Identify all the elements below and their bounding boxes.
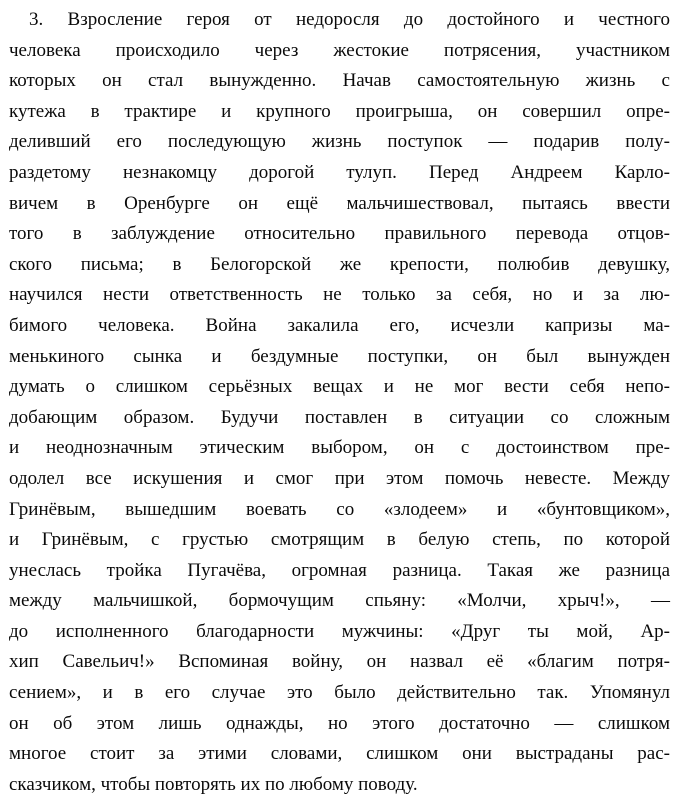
text-line: вичем в Оренбурге он ещё мальчишествовал, пытаясь ввести [9,192,670,214]
text-line: и Гринёвым, с грустью смотрящим в белую степь, по которой [9,529,670,551]
text-line: он об этом лишь однажды, но этого достаточно — слишком [9,712,670,734]
text-line: 3. Взросление героя от недоросля до достойного и честного [29,9,670,30]
text-line: одолел все искушения и смог при этом помочь невесте. Между [9,467,670,489]
text-line: кутежа в трактире и крупного проигрыша, он совершил опре- [9,100,670,122]
text-line: между мальчишкой, бормочущим спьяну: «Молчи, хрыч!», — [9,590,670,612]
text-line: до исполненного благодарности мужчины: «Друг ты мой, Ар- [9,620,670,642]
text-line: думать о слишком серьёзных вещах и не мог вести себя непо- [9,376,670,398]
text-line: добающим образом. Будучи поставлен в ситуации со сложным [9,406,670,428]
text-line: многое стоит за этими словами, слишком они выстраданы рас- [9,743,670,765]
text-line: сением», и в его случае это было действительно так. Упомянул [9,682,670,704]
text-line: хип Савельич!» Вспоминая войну, он назвал её «благим потря- [9,651,670,673]
text-line: деливший его последующую жизнь поступок — подарив полу- [9,131,670,153]
text-line: и неоднозначным этическим выбором, он с достоинством пре- [9,437,670,459]
text-line: сказчиком, чтобы повторять их по любому поводу. [9,773,418,795]
text-line: человека происходило через жестокие потрясения, участником [9,39,670,61]
text-line: того в заблуждение относительно правильного перевода отцов- [9,223,670,245]
text-line: научился нести ответственность не только за себя, но и за лю- [9,284,670,306]
text-line: которых он стал вынужденно. Начав самостоятельную жизнь с [9,70,670,92]
text-line: раздетому незнакомцу дорогой тулуп. Перед Андреем Карло- [9,161,670,183]
text-line: бимого человека. Война закалила его, исчезли капризы ма- [9,314,670,336]
text-line: Гринёвым, вышедшим воевать со «злодеем» и «бунтовщиком», [9,498,670,520]
text-line: унеслась тройка Пугачёва, огромная разница. Такая же разница [9,559,670,581]
text-line: менькиного сынка и бездумные поступки, он был вынужден [9,345,670,367]
text-line: ского письма; в Белогорской же крепости, полюбив девушку, [9,253,670,275]
